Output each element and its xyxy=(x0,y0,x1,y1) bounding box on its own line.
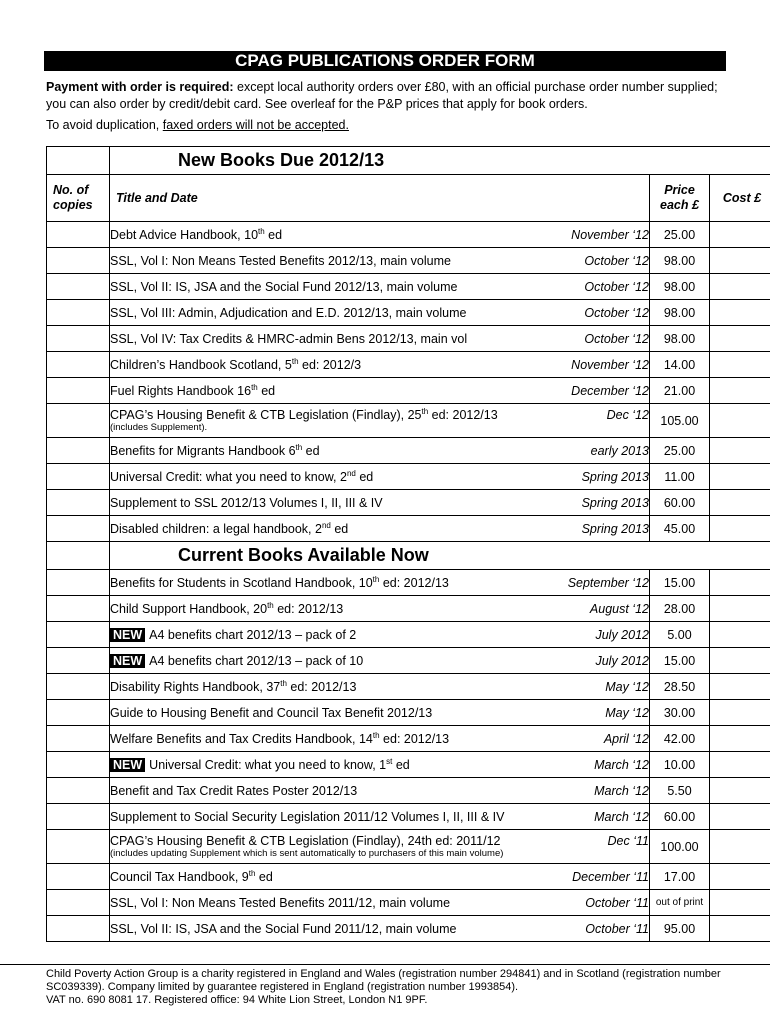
title-line xyxy=(110,810,649,824)
new-badge: NEW xyxy=(110,758,145,772)
price-cell: out of print xyxy=(650,890,710,916)
book-title xyxy=(110,784,357,798)
title-cell xyxy=(110,622,650,648)
title-line xyxy=(110,784,649,798)
book-note: (includes Supplement). xyxy=(110,422,208,433)
book-title xyxy=(110,758,410,772)
cost-cell[interactable] xyxy=(710,378,770,404)
book-title xyxy=(110,470,373,484)
cost-cell[interactable] xyxy=(710,752,770,778)
publication-date: September ‘12 xyxy=(567,575,649,590)
book-title-text: Council Tax Handbook, 9 xyxy=(110,869,249,884)
book-title xyxy=(110,602,343,616)
cost-cell[interactable] xyxy=(710,778,770,804)
book-row xyxy=(47,570,770,596)
book-title xyxy=(110,706,432,720)
ordinal-suffix: th xyxy=(248,868,256,878)
ordinal-suffix: th xyxy=(372,574,380,584)
publication-date: Spring 2013 xyxy=(581,495,649,510)
footer-line-1: Child Poverty Action Group is a charity registered in England and Wales (registration number 294841) and in Scotland (registration number SC039339). Company limited by guarantee registered in England (registration number 1993854). xyxy=(46,968,721,993)
book-title-text: Debt Advice Handbook, 10 xyxy=(110,227,259,242)
copies-cell[interactable] xyxy=(47,726,110,752)
book-title xyxy=(110,408,498,422)
cost-cell[interactable] xyxy=(710,248,770,274)
title-line xyxy=(110,834,649,848)
book-title-edition: ed xyxy=(355,469,374,484)
copies-cell[interactable] xyxy=(47,916,110,942)
book-title xyxy=(110,254,451,268)
price-cell: 15.00 xyxy=(650,648,710,674)
book-title-text: Disabled children: a legal handbook, 2 xyxy=(110,521,322,536)
section-heading-spacer xyxy=(47,147,110,175)
title-cell xyxy=(110,464,650,490)
publication-date: Dec ‘11 xyxy=(607,834,649,848)
book-title xyxy=(110,358,361,372)
book-title xyxy=(110,306,466,320)
book-title-text: Supplement to Social Security Legislation 2011/12 Volumes I, II, III & IV xyxy=(110,809,505,824)
title-cell xyxy=(110,248,650,274)
title-cell xyxy=(110,570,650,596)
header-title-date: Title and Date xyxy=(110,175,650,222)
publication-date: Dec ‘12 xyxy=(606,408,649,422)
book-title-edition: ed: 2012/13 xyxy=(286,679,357,694)
title-cell xyxy=(110,438,650,464)
publication-date: March ‘12 xyxy=(594,757,649,772)
title-cell xyxy=(110,300,650,326)
book-row xyxy=(47,674,770,700)
title-cell xyxy=(110,890,650,916)
book-row xyxy=(47,490,770,516)
book-title-text: Child Support Handbook, 20 xyxy=(110,601,268,616)
book-row xyxy=(47,274,770,300)
cost-cell[interactable] xyxy=(710,726,770,752)
publication-date: December ‘12 xyxy=(571,383,649,398)
copies-cell[interactable] xyxy=(47,622,110,648)
price-cell: 42.00 xyxy=(650,726,710,752)
payment-note-text: except local authority orders over £80, with an official purchase order number supplied; you can also order by credit/debit card. See overleaf for the P&P prices that apply for book orders. xyxy=(46,80,718,111)
book-title-text: Benefit and Tax Credit Rates Poster 2012/13 xyxy=(110,783,358,798)
cost-cell[interactable] xyxy=(710,490,770,516)
book-row xyxy=(47,622,770,648)
publication-date: May ‘12 xyxy=(605,679,649,694)
book-row xyxy=(47,222,770,248)
title-line xyxy=(110,496,649,510)
book-title-edition: ed: 2012/13 xyxy=(379,731,450,746)
cost-cell[interactable] xyxy=(710,222,770,248)
book-title xyxy=(110,834,501,848)
book-title-text: Guide to Housing Benefit and Council Tax Benefit 2012/13 xyxy=(110,705,433,720)
book-row xyxy=(47,778,770,804)
publication-date: March ‘12 xyxy=(594,809,649,824)
publication-date: Spring 2013 xyxy=(581,521,649,536)
title-line xyxy=(110,470,649,484)
book-title-text: Disability Rights Handbook, 37 xyxy=(110,679,281,694)
book-row xyxy=(47,864,770,890)
cost-cell[interactable] xyxy=(710,674,770,700)
publication-date: May ‘12 xyxy=(605,705,649,720)
price-cell: 98.00 xyxy=(650,326,710,352)
book-title-text: SSL, Vol IV: Tax Credits & HMRC-admin Bens 2012/13, main vol xyxy=(110,331,468,346)
title-line xyxy=(110,870,649,884)
price-cell: 28.00 xyxy=(650,596,710,622)
price-cell: 15.00 xyxy=(650,570,710,596)
copies-cell[interactable] xyxy=(47,300,110,326)
copies-cell[interactable] xyxy=(47,404,110,438)
publication-date: December ‘11 xyxy=(572,869,649,884)
title-cell xyxy=(110,648,650,674)
cost-cell[interactable] xyxy=(710,438,770,464)
book-title xyxy=(110,870,273,884)
cost-cell[interactable] xyxy=(710,648,770,674)
fax-note-pre: To avoid duplication, xyxy=(46,118,163,132)
price-cell: 17.00 xyxy=(650,864,710,890)
ordinal-suffix: th xyxy=(372,730,380,740)
footer-line-2: VAT no. 690 8081 17. Registered office: 94 White Lion Street, London N1 9PF. xyxy=(46,994,428,1006)
footer-rule xyxy=(0,964,770,965)
cost-cell[interactable] xyxy=(710,700,770,726)
copies-cell[interactable] xyxy=(47,438,110,464)
title-cell xyxy=(110,778,650,804)
section-heading-row xyxy=(47,542,770,570)
price-cell: 100.00 xyxy=(650,830,710,864)
book-title-text: Children’s Handbook Scotland, 5 xyxy=(110,357,292,372)
copies-cell[interactable] xyxy=(47,830,110,864)
title-line xyxy=(110,654,649,668)
cost-cell[interactable] xyxy=(710,864,770,890)
title-line xyxy=(110,680,649,694)
price-cell: 5.50 xyxy=(650,778,710,804)
price-cell: 25.00 xyxy=(650,438,710,464)
price-cell: 25.00 xyxy=(650,222,710,248)
header-cost: Cost £ xyxy=(710,175,770,222)
book-row xyxy=(47,404,770,438)
header-copies: No. of copies xyxy=(47,175,110,222)
book-row xyxy=(47,916,770,942)
price-cell: 11.00 xyxy=(650,464,710,490)
price-cell: 98.00 xyxy=(650,248,710,274)
price-cell: 5.00 xyxy=(650,622,710,648)
publication-date: October ‘12 xyxy=(584,279,649,294)
book-title-text: CPAG’s Housing Benefit & CTB Legislation (Findlay), 24th ed: 2011/12 xyxy=(110,834,501,848)
ordinal-suffix: th xyxy=(291,356,299,366)
publication-date: March ‘12 xyxy=(594,783,649,798)
intro-text xyxy=(46,79,736,134)
publication-date: July 2012 xyxy=(595,653,649,668)
title-cell xyxy=(110,490,650,516)
book-row xyxy=(47,830,770,864)
book-row xyxy=(47,752,770,778)
title-line xyxy=(110,384,649,398)
publication-date: November ‘12 xyxy=(571,357,649,372)
cost-cell[interactable] xyxy=(710,464,770,490)
book-title xyxy=(110,280,457,294)
form-title: CPAG PUBLICATIONS ORDER FORM xyxy=(44,51,726,71)
book-note: (includes updating Supplement which is sent automatically to purchasers of this main volume) xyxy=(110,848,504,859)
book-title xyxy=(110,654,363,668)
title-cell xyxy=(110,864,650,890)
copies-cell[interactable] xyxy=(47,490,110,516)
title-line xyxy=(110,254,649,268)
price-cell: 105.00 xyxy=(650,404,710,438)
copies-cell[interactable] xyxy=(47,378,110,404)
cost-cell[interactable] xyxy=(710,596,770,622)
publication-date: October ‘12 xyxy=(584,253,649,268)
ordinal-suffix: th xyxy=(280,678,287,688)
title-line xyxy=(110,444,649,458)
copies-cell[interactable] xyxy=(47,274,110,300)
title-line xyxy=(110,732,649,746)
publication-date: October ‘11 xyxy=(585,895,649,910)
title-cell xyxy=(110,326,650,352)
title-cell xyxy=(110,516,650,542)
price-cell: 98.00 xyxy=(650,300,710,326)
book-row xyxy=(47,300,770,326)
copies-cell[interactable] xyxy=(47,352,110,378)
book-title-edition: ed: 2012/13 xyxy=(379,575,449,590)
title-line xyxy=(110,358,649,372)
price-cell: 21.00 xyxy=(650,378,710,404)
title-line xyxy=(110,522,649,536)
new-badge: NEW xyxy=(110,628,145,642)
publication-date: October ‘11 xyxy=(585,921,649,936)
book-title xyxy=(110,732,449,746)
title-cell xyxy=(110,674,650,700)
book-row xyxy=(47,326,770,352)
section-heading-row xyxy=(47,147,770,175)
book-title-text: Fuel Rights Handbook 16 xyxy=(110,383,252,398)
ordinal-suffix: th xyxy=(295,442,303,452)
book-row xyxy=(47,648,770,674)
copies-cell[interactable] xyxy=(47,864,110,890)
book-title xyxy=(110,496,383,510)
book-title-edition: ed xyxy=(257,383,276,398)
price-cell: 30.00 xyxy=(650,700,710,726)
publication-date: April ‘12 xyxy=(603,731,649,746)
book-title-text: SSL, Vol II: IS, JSA and the Social Fund 2012/13, main volume xyxy=(110,279,458,294)
section-heading: New Books Due 2012/13 xyxy=(110,147,770,175)
book-row xyxy=(47,804,770,830)
copies-cell[interactable] xyxy=(47,222,110,248)
price-cell: 10.00 xyxy=(650,752,710,778)
book-title xyxy=(110,384,275,398)
cost-cell[interactable] xyxy=(710,516,770,542)
book-title-edition: ed: 2012/13 xyxy=(273,601,344,616)
book-title-edition: ed xyxy=(330,521,349,536)
ordinal-suffix: nd xyxy=(321,520,331,530)
title-line xyxy=(110,922,649,936)
book-title-text: SSL, Vol II: IS, JSA and the Social Fund 2011/12, main volume xyxy=(110,921,457,936)
title-line xyxy=(110,408,649,422)
title-cell xyxy=(110,700,650,726)
fax-note xyxy=(46,117,736,134)
book-row xyxy=(47,596,770,622)
title-cell xyxy=(110,274,650,300)
book-title-edition: ed xyxy=(392,757,410,772)
book-title xyxy=(110,228,282,242)
book-row xyxy=(47,352,770,378)
column-header-row xyxy=(47,175,770,222)
book-title-edition: ed xyxy=(264,227,283,242)
price-cell: 45.00 xyxy=(650,516,710,542)
ordinal-suffix: th xyxy=(251,382,258,392)
book-title xyxy=(110,680,356,694)
copies-cell[interactable] xyxy=(47,778,110,804)
copies-cell[interactable] xyxy=(47,464,110,490)
section-heading: Current Books Available Now xyxy=(110,542,770,570)
cost-cell[interactable] xyxy=(710,890,770,916)
cost-cell[interactable] xyxy=(710,804,770,830)
publication-date: Spring 2013 xyxy=(581,469,649,484)
publication-date: November ‘12 xyxy=(571,227,649,242)
ordinal-suffix: th xyxy=(267,600,274,610)
title-cell xyxy=(110,222,650,248)
book-row xyxy=(47,726,770,752)
footer xyxy=(46,968,736,1007)
book-row xyxy=(47,378,770,404)
book-row xyxy=(47,248,770,274)
fax-note-underlined: faxed orders will not be accepted. xyxy=(162,118,349,132)
title-cell xyxy=(110,596,650,622)
section-heading-spacer xyxy=(47,542,110,570)
book-title-edition: ed xyxy=(255,869,273,884)
book-title xyxy=(110,810,504,824)
cost-cell[interactable] xyxy=(710,326,770,352)
publication-date: early 2013 xyxy=(590,443,649,458)
book-row xyxy=(47,438,770,464)
ordinal-suffix: th xyxy=(258,226,265,236)
book-title-text: Benefits for Students in Scotland Handbook, 10 xyxy=(110,575,373,590)
title-line xyxy=(110,332,649,346)
copies-cell[interactable] xyxy=(47,326,110,352)
cost-cell[interactable] xyxy=(710,274,770,300)
book-title xyxy=(110,332,467,346)
copies-cell[interactable] xyxy=(47,248,110,274)
copies-cell[interactable] xyxy=(47,890,110,916)
book-title xyxy=(110,896,450,910)
price-cell: 98.00 xyxy=(650,274,710,300)
title-line xyxy=(110,306,649,320)
book-title-text: SSL, Vol I: Non Means Tested Benefits 2012/13, main volume xyxy=(110,253,451,268)
book-title-text: CPAG’s Housing Benefit & CTB Legislation (Findlay), 25 xyxy=(110,408,422,422)
header-price: Price each £ xyxy=(650,175,710,222)
book-title-text: A4 benefits chart 2012/13 – pack of 2 xyxy=(149,627,357,642)
ordinal-suffix: th xyxy=(421,406,429,416)
title-cell xyxy=(110,830,650,864)
book-title-text: Welfare Benefits and Tax Credits Handbook, 14 xyxy=(110,731,373,746)
copies-cell[interactable] xyxy=(47,648,110,674)
price-cell: 28.50 xyxy=(650,674,710,700)
title-line xyxy=(110,758,649,772)
book-title-edition: ed xyxy=(302,443,320,458)
cost-cell[interactable] xyxy=(710,404,770,438)
title-cell xyxy=(110,804,650,830)
book-title xyxy=(110,522,348,536)
title-cell xyxy=(110,404,650,438)
copies-cell[interactable] xyxy=(47,674,110,700)
ordinal-suffix: nd xyxy=(346,468,356,478)
title-line xyxy=(110,602,649,616)
cost-cell[interactable] xyxy=(710,622,770,648)
cost-cell[interactable] xyxy=(710,300,770,326)
payment-note-bold: Payment with order is required: xyxy=(46,80,234,94)
price-cell: 14.00 xyxy=(650,352,710,378)
publication-date: August ‘12 xyxy=(589,601,649,616)
title-line xyxy=(110,576,649,590)
copies-cell[interactable] xyxy=(47,700,110,726)
book-title-text: A4 benefits chart 2012/13 – pack of 10 xyxy=(149,653,364,668)
title-line xyxy=(110,706,649,720)
publication-date: October ‘12 xyxy=(584,305,649,320)
payment-note xyxy=(46,79,736,113)
publication-date: October ‘12 xyxy=(584,331,649,346)
price-cell: 60.00 xyxy=(650,490,710,516)
book-row xyxy=(47,464,770,490)
title-cell xyxy=(110,352,650,378)
book-title-text: Universal Credit: what you need to know, 2 xyxy=(110,469,347,484)
book-title-text: Benefits for Migrants Handbook 6 xyxy=(110,443,296,458)
book-title-edition: ed: 2012/13 xyxy=(428,408,498,422)
cost-cell[interactable] xyxy=(710,916,770,942)
copies-cell[interactable] xyxy=(47,516,110,542)
title-line xyxy=(110,280,649,294)
book-title-text: SSL, Vol III: Admin, Adjudication and E.D. 2012/13, main volume xyxy=(110,305,467,320)
title-line xyxy=(110,228,649,242)
copies-cell[interactable] xyxy=(47,570,110,596)
book-title xyxy=(110,444,320,458)
title-line xyxy=(110,896,649,910)
book-title xyxy=(110,576,449,590)
book-title xyxy=(110,628,356,642)
title-cell xyxy=(110,916,650,942)
publication-date: July 2012 xyxy=(595,627,649,642)
price-cell: 95.00 xyxy=(650,916,710,942)
order-table-body xyxy=(47,147,770,942)
copies-cell[interactable] xyxy=(47,752,110,778)
book-title-text: Supplement to SSL 2012/13 Volumes I, II, III & IV xyxy=(110,495,383,510)
cost-cell[interactable] xyxy=(710,352,770,378)
cost-cell[interactable] xyxy=(710,570,770,596)
book-title xyxy=(110,922,457,936)
title-cell xyxy=(110,726,650,752)
copies-cell[interactable] xyxy=(47,804,110,830)
book-title-edition: ed: 2012/3 xyxy=(298,357,362,372)
book-title-text: SSL, Vol I: Non Means Tested Benefits 2011/12, main volume xyxy=(110,895,451,910)
title-line xyxy=(110,628,649,642)
order-table xyxy=(46,146,770,942)
title-cell xyxy=(110,752,650,778)
book-row xyxy=(47,700,770,726)
copies-cell[interactable] xyxy=(47,596,110,622)
book-title-text: Universal Credit: what you need to know, 1 xyxy=(149,757,387,772)
ordinal-suffix: st xyxy=(386,756,393,766)
price-cell: 60.00 xyxy=(650,804,710,830)
title-cell xyxy=(110,378,650,404)
new-badge: NEW xyxy=(110,654,145,668)
book-row xyxy=(47,890,770,916)
book-row xyxy=(47,516,770,542)
cost-cell[interactable] xyxy=(710,830,770,864)
